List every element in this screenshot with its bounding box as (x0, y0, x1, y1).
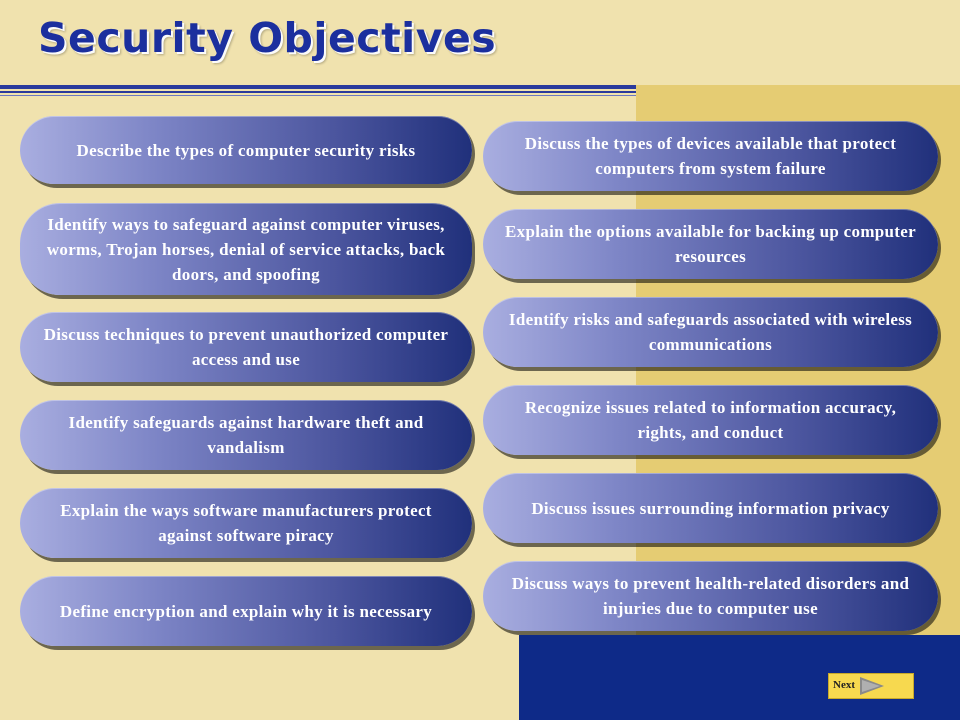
objective-text: Discuss techniques to prevent unauthorized computer access and use (43, 325, 449, 369)
objective-text: Explain the options available for backing up computer resources (505, 222, 916, 266)
next-button-label: Next (833, 679, 855, 691)
objective-text: Define encryption and explain why it is necessary (59, 601, 433, 621)
objective-text: Identify risks and safeguards associated with wireless communications (508, 310, 913, 354)
objective-pill (20, 312, 472, 382)
objective-pill (20, 203, 472, 295)
objective-pill (483, 473, 938, 543)
objective-pill (20, 116, 472, 184)
objective-pill (483, 297, 938, 367)
objective-text: Identify ways to safeguard against computer viruses, worms, Trojan horses, denial of service attacks, back doors, and spoofing (46, 214, 446, 284)
objective-pill (483, 121, 938, 191)
next-button[interactable] (828, 673, 914, 699)
objective-pill (483, 561, 938, 631)
objective-text: Describe the types of computer security risks (76, 140, 416, 160)
title-underline (0, 85, 636, 89)
objective-text: Discuss the types of devices available that protect computers from system failure (524, 134, 897, 178)
objective-pill (20, 488, 472, 558)
objective-pill (20, 400, 472, 470)
slide-title: Security Objectives (38, 14, 497, 62)
objective-text: Explain the ways software manufacturers protect against software piracy (60, 501, 432, 545)
objective-text: Discuss ways to prevent health-related disorders and injuries due to computer use (511, 574, 910, 618)
arrow-right-icon (858, 675, 886, 702)
objective-text: Identify safeguards against hardware theft and vandalism (68, 413, 424, 457)
objective-pill (483, 385, 938, 455)
objective-text: Discuss issues surrounding information privacy (531, 498, 890, 518)
objective-text: Recognize issues related to information accuracy, rights, and conduct (524, 398, 897, 442)
objective-pill (20, 576, 472, 646)
title-underline-tertiary (0, 95, 636, 96)
objective-pill (483, 209, 938, 279)
title-underline-secondary (0, 91, 636, 93)
